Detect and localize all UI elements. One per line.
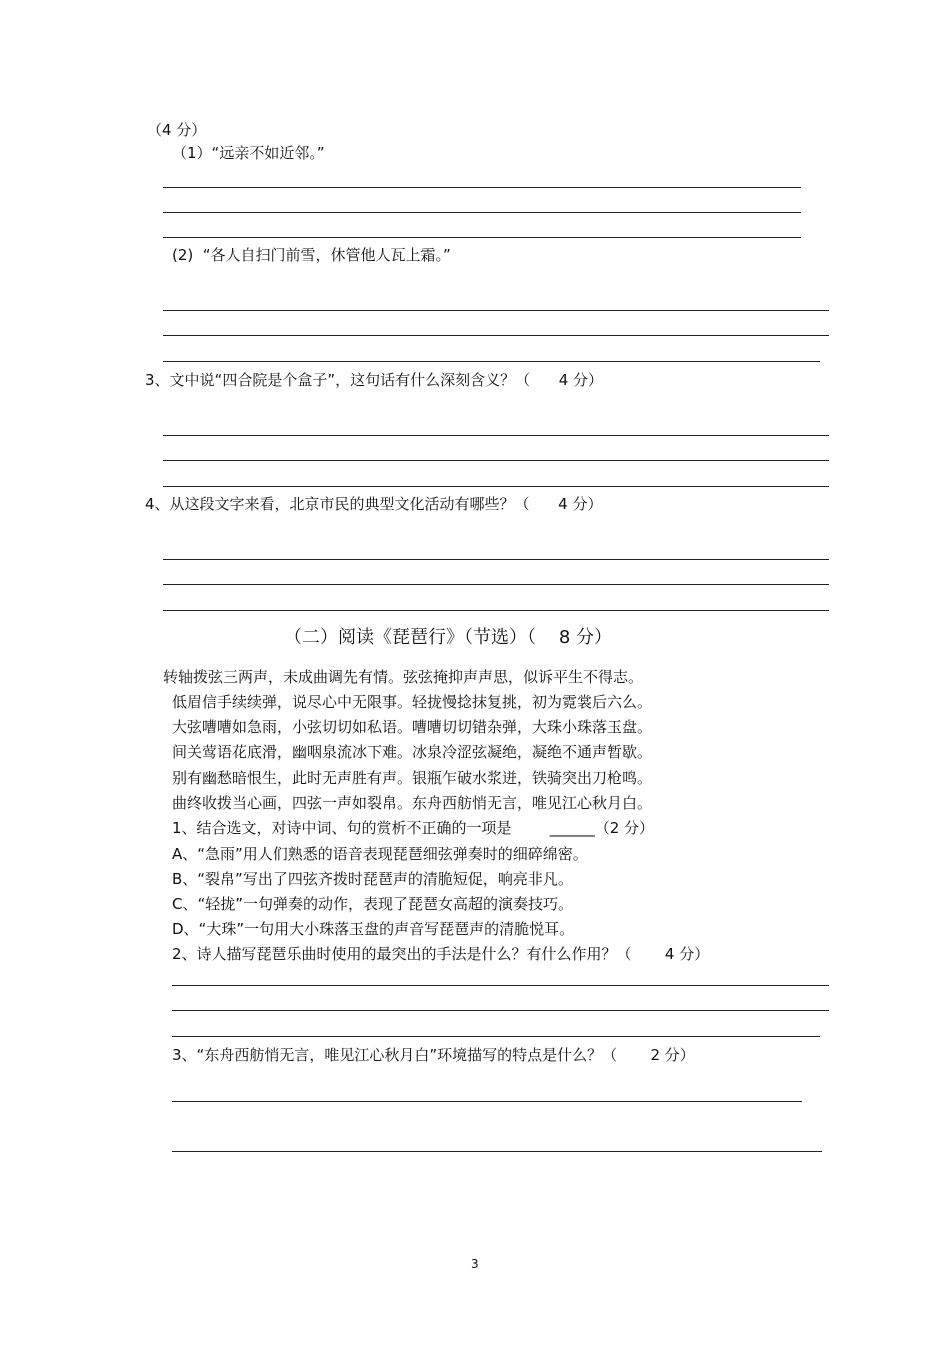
option-a[interactable]: A、“急雨”用人们熟悉的语音表现琵琶细弦弹奏时的细碎绵密。 bbox=[172, 845, 588, 863]
poem-line: 转轴拨弦三两声，未成曲调先有情。弦弦掩抑声声思，似诉平生不得志。 bbox=[163, 668, 644, 686]
answer-line[interactable] bbox=[172, 1151, 822, 1152]
question-1-1: （1）“远亲不如近邻。” bbox=[172, 144, 325, 162]
question-4: 4、从这段文字来看，北京市民的典型文化活动有哪些？（ 4 分） bbox=[145, 495, 603, 513]
answer-line[interactable] bbox=[163, 187, 801, 188]
answer-line[interactable] bbox=[163, 435, 829, 436]
answer-line[interactable] bbox=[163, 486, 829, 487]
answer-line[interactable] bbox=[163, 310, 829, 311]
answer-line[interactable] bbox=[163, 610, 829, 611]
page-number: 3 bbox=[471, 1257, 479, 1271]
poem-line: 间关莺语花底滑，幽咽泉流冰下难。冰泉冷涩弦凝绝，凝绝不通声暂歇。 bbox=[172, 743, 653, 761]
score-note: （4 分） bbox=[147, 121, 207, 139]
question-2-2: 2、诗人描写琵琶乐曲时使用的最突出的手法是什么？有什么作用？（ 4 分） bbox=[172, 945, 710, 963]
answer-line[interactable] bbox=[172, 1101, 802, 1102]
answer-line[interactable] bbox=[163, 212, 801, 213]
poem-line: 曲终收拨当心画，四弦一声如裂帛。东舟西舫悄无言，唯见江心秋月白。 bbox=[172, 794, 653, 812]
answer-line[interactable] bbox=[163, 559, 829, 560]
question-2-3: 3、“东舟西舫悄无言，唯见江心秋月白”环境描写的特点是什么？（ 2 分） bbox=[172, 1046, 695, 1064]
answer-line[interactable] bbox=[163, 584, 829, 585]
poem-line: 低眉信手续续弹，说尽心中无限事。轻拢慢捻抹复挑，初为霓裳后六么。 bbox=[172, 693, 653, 711]
answer-line[interactable] bbox=[172, 985, 829, 986]
poem-line: 大弦嘈嘈如急雨，小弦切切如私语。嘈嘈切切错杂弹，大珠小珠落玉盘。 bbox=[172, 718, 653, 736]
answer-line[interactable] bbox=[172, 1036, 820, 1037]
answer-line[interactable] bbox=[163, 237, 801, 238]
answer-line[interactable] bbox=[163, 361, 820, 362]
option-b[interactable]: B、“裂帛”写出了四弦齐拨时琵琶声的清脆短促，响亮非凡。 bbox=[172, 870, 573, 888]
question-2-1: 1、结合选文，对诗中词、句的赏析不正确的一项是 ______（2 分） bbox=[172, 819, 655, 837]
option-d[interactable]: D、“大珠”一句用大小珠落玉盘的声音写琵琶声的清脆悦耳。 bbox=[172, 920, 575, 938]
answer-line[interactable] bbox=[172, 1010, 829, 1011]
section-title: （二）阅读《琵琶行》（节选）（ 8 分） bbox=[284, 627, 613, 648]
poem-line: 别有幽愁暗恨生，此时无声胜有声。银瓶乍破水浆迸，铁骑突出刀枪鸣。 bbox=[172, 769, 653, 787]
answer-line[interactable] bbox=[163, 460, 829, 461]
answer-line[interactable] bbox=[163, 335, 829, 336]
question-1-2: (2) “各人自扫门前雪，休管他人瓦上霜。” bbox=[172, 246, 451, 264]
question-3: 3、文中说“四合院是个盒子”，这句话有什么深刻含义？（ 4 分） bbox=[145, 371, 604, 389]
option-c[interactable]: C、“轻拢”一句弹奏的动作，表现了琵琶女高超的演奏技巧。 bbox=[172, 895, 574, 913]
